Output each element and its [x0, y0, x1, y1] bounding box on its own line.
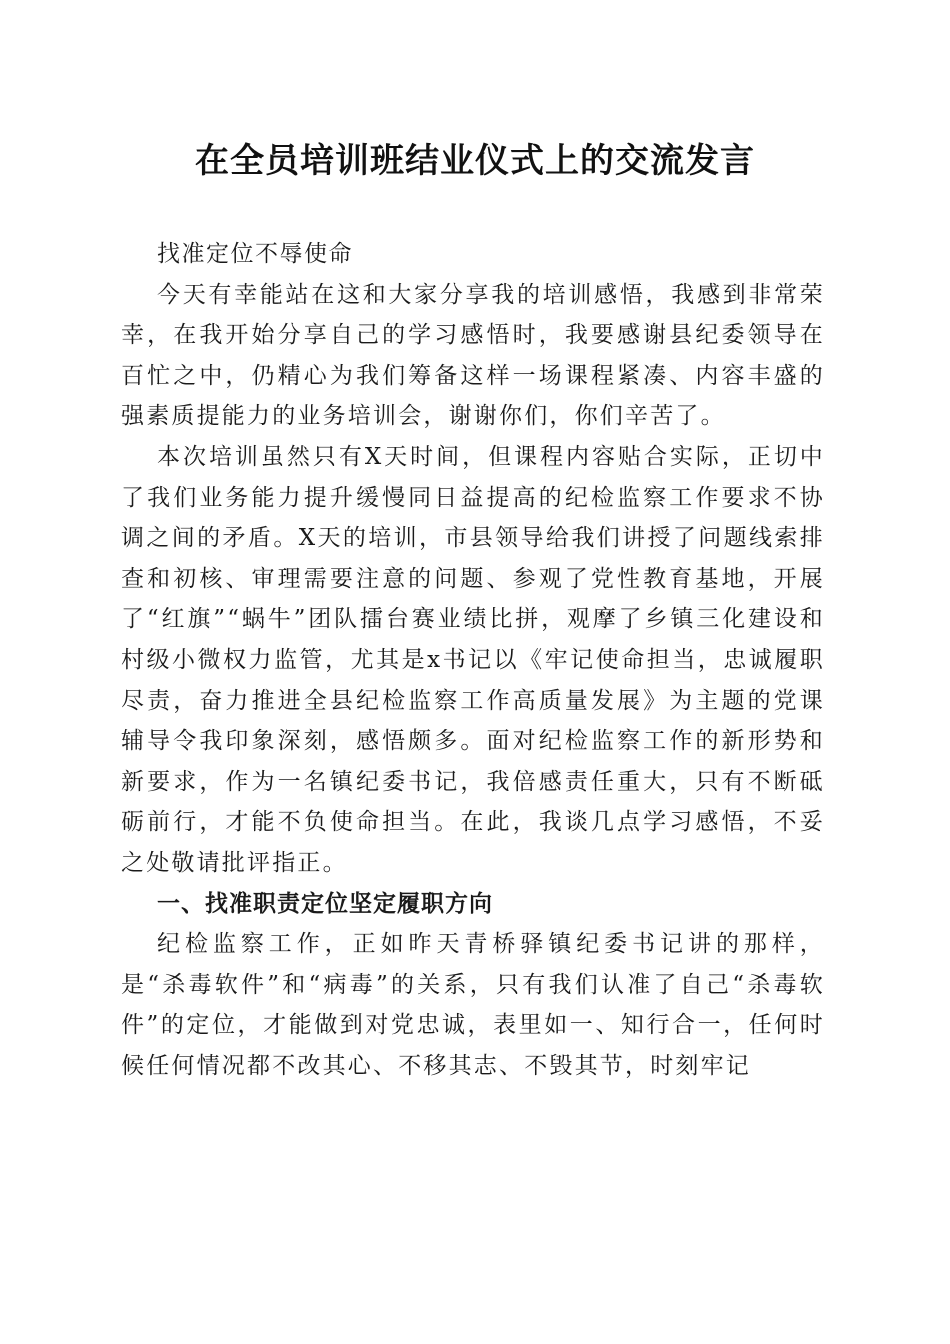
paragraph-3: 纪检监察工作，正如昨天青桥驿镇纪委书记讲的那样，是“杀毒软件”和“病毒”的关系，只有我们认准了自己“杀毒软件”的定位，才能做到对党忠诚，表里如一、知行合一，任何时候任何情况都不改其心、不移其志、不毁其节，时刻牢记	[121, 931, 825, 1079]
paragraph-1: 今天有幸能站在这和大家分享我的培训感悟，我感到非常荣幸，在我开始分享自己的学习感悟时，我要感谢县纪委领导在百忙之中，仍精心为我们筹备这样一场课程紧凑、内容丰盛的强素质提能力的业务培训会，谢谢你们，你们辛苦了。	[121, 281, 825, 430]
section-heading-1: 一、找准职责定位坚定履职方向	[157, 890, 493, 917]
document-body	[121, 234, 825, 1086]
document-title: 在全员培训班结业仪式上的交流发言	[195, 141, 755, 181]
paragraph-2: 本次培训虽然只有X天时间，但课程内容贴合实际，正切中了我们业务能力提升缓慢同日益提高的纪检监察工作要求不协调之间的矛盾。X天的培训，市县领导给我们讲授了问题线索排查和初核、审理需要注意的问题、参观了党性教育基地，开展了“红旗”“蜗牛”团队擂台赛业绩比拼，观摩了乡镇三化建设和村级小微权力监管，尤其是x书记以《牢记使命担当，忠诚履职尽责，奋力推进全县纪检监察工作高质量发展》为主题的党课辅导令我印象深刻，感悟颇多。面对纪检监察工作的新形势和新要求，作为一名镇纪委书记，我倍感责任重大，只有不断砥砺前行，才能不负使命担当。在此，我谈几点学习感悟，不妥之处敬请批评指正。	[121, 443, 825, 876]
document-subtitle: 找准定位不辱使命	[157, 241, 353, 267]
